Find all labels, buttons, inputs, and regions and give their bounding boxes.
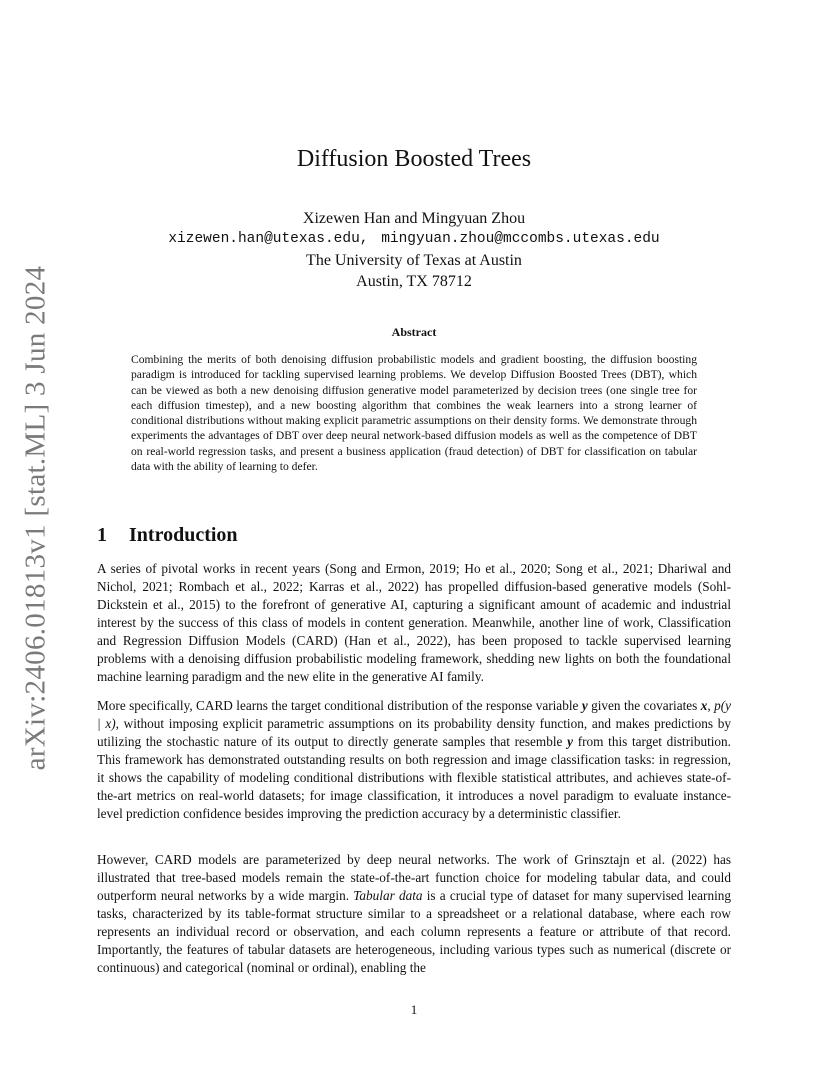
math-symbol: y: [581, 698, 588, 713]
abstract-text: Combining the merits of both denoising diffusion probabilistic models and gradient boosting, the diffusion boosting paradigm is introduced for tackling supervised learning problems. We develop Diffusion Boosted Trees (DBT), which can be viewed as both a new denoising diffusion generative model parameterized by decision trees (one single tree for each diffusion timestep), and a new boosting algorithm that combines the weak learners into a strong learner of conditional distributions without making explicit parametric assumptions on their density forms. We demonstrate through experiments the advantages of DBT over deep neural network-based diffusion models as well as the competence of DBT on real-world regression tasks, and present a business application (fraud detection) of DBT for classification on tabular data with the ability of learning to defer.: [131, 353, 697, 474]
math-symbol: x: [700, 698, 708, 713]
text-run: from this target distribution. This framework has demonstrated outstanding results on both regression and image classification tasks: in regression, it shows the capability of modeling conditional distributions with flexible statistical attributes, and achieves state-of-the-art metrics on real-world datasets; for image classification, it introduces a novel paradigm to evaluate instance-level prediction confidence besides improving the prediction accuracy by a deterministic classifier.: [97, 734, 731, 821]
text-run: More specifically, CARD learns the target conditional distribution of the response variable: [97, 698, 582, 713]
section-heading: [97, 524, 238, 547]
page-number: 1: [410, 1002, 418, 1017]
arxiv-identifier: arXiv:2406.01813v1 [stat.ML] 3 Jun 2024: [19, 265, 52, 771]
text-run: ,: [707, 698, 715, 713]
author-affiliation: The University of Texas at Austin: [306, 252, 522, 269]
text-run: given the covariates: [587, 698, 701, 713]
intro-paragraph-3: [97, 851, 731, 977]
abstract-heading: Abstract: [391, 325, 437, 339]
math-symbol: y: [567, 734, 573, 749]
section-number: 1: [97, 524, 107, 546]
text-run: However, CARD models are parameterized by deep neural networks. The work of Grinsztajn et al. (2022) has illustrated that tree-based models remain the state-of-the-art function choice for modeling tabular data, and could outperform neural networks by a wide margin.: [97, 852, 731, 903]
text-run: , without imposing explicit parametric assumptions on its probability density function, and makes predictions by utilizing the stochastic nature of its output to directly generate samples that resemble: [97, 716, 731, 749]
section-title: Introduction: [129, 524, 238, 546]
intro-paragraph-1: A series of pivotal works in recent years (Song and Ermon, 2019; Ho et al., 2020; Song et al., 2021; Dhariwal and Nichol, 2021; Rombach et al., 2022; Karras et al., 2022) has propelled diffusion-based generative models (Sohl-Dickstein et al., 2015) to the forefront of generative AI, capturing a significant amount of academic and industrial interest by the success of this class of models in content generation. Meanwhile, another line of work, Classification and Regression Diffusion Models (CARD) (Han et al., 2022), has been proposed to tackle supervised learning problems with a denoising diffusion probabilistic modeling framework, shedding new lights on both the foundational machine learning paradigm and the new elite in the generative AI family.: [97, 561, 731, 684]
emphasis-text: Tabular data: [353, 888, 423, 903]
text-run: is a crucial type of dataset for many supervised learning tasks, characterized by its table-format structure similar to a spreadsheet or a relational database, where each row represents an individual record or observation, and each column represents a feature or attribute of that record. Importantly, the features of tabular datasets are heterogeneous, including various types such as numerical (discrete or continuous) and categorical (nominal or ordinal), enabling the: [97, 888, 732, 975]
math-formula: p(y | x): [97, 698, 731, 731]
intro-paragraph-2: [97, 697, 731, 823]
author-address: Austin, TX 78712: [356, 273, 472, 290]
author-emails: xizewen.han@utexas.edu, mingyuan.zhou@mccombs.utexas.edu: [168, 231, 660, 247]
paper-title: Diffusion Boosted Trees: [296, 146, 532, 172]
author-names: Xizewen Han and Mingyuan Zhou: [302, 210, 526, 227]
